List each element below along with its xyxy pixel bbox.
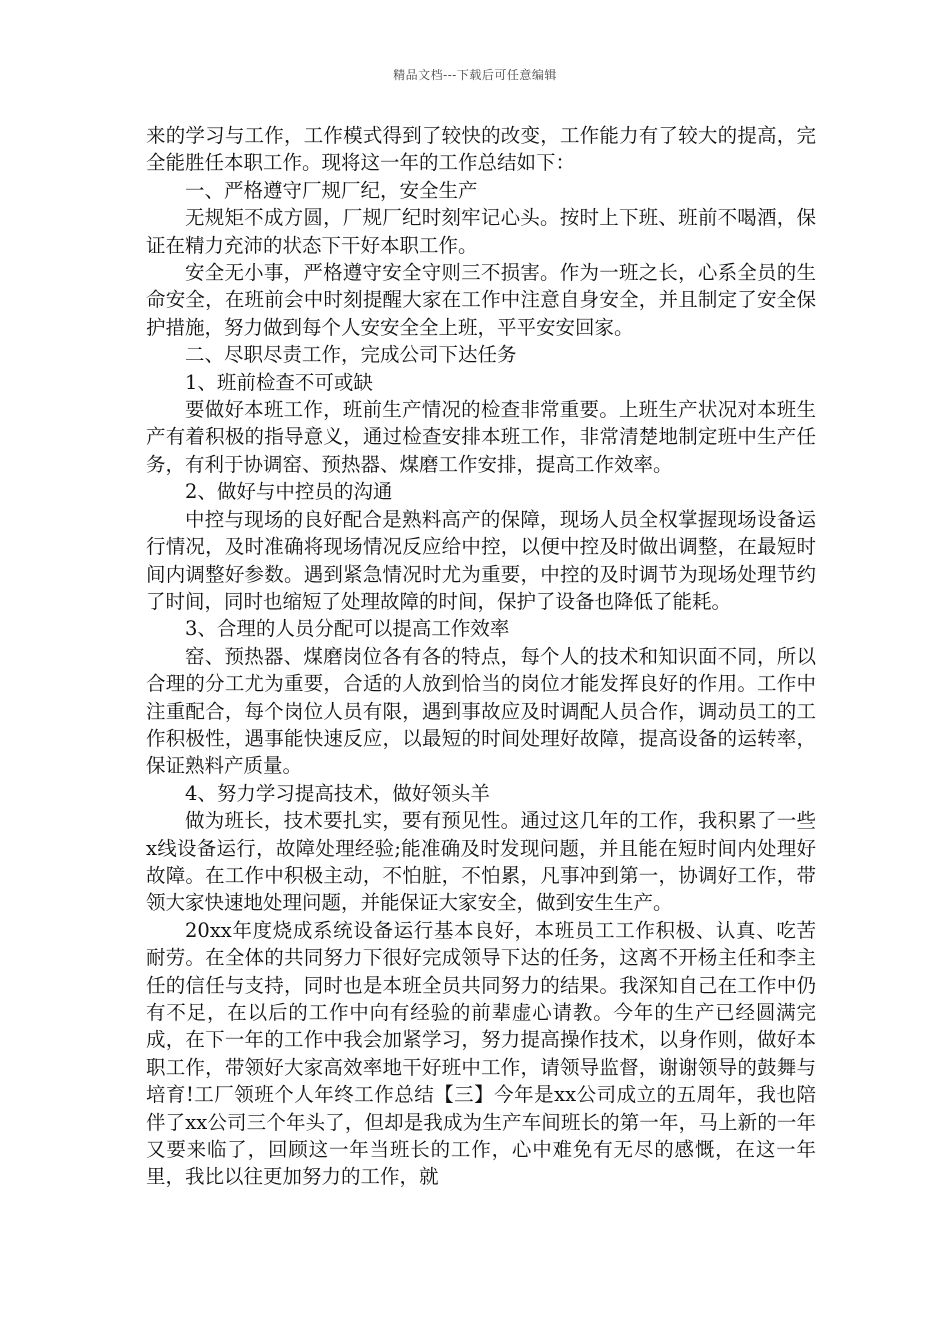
page-header: 精品文档---下载后可任意编辑 — [393, 68, 557, 82]
paragraph: 20xx年度烧成系统设备运行基本良好，本班员工工作积极、认真、吃苦耐劳。在全体的共同努力下很好完成领导下达的任务，这离不开杨主任和李主任的信任与支持，同时也是本班全员共同努力的结果。我深知自己在工作中仍有不足，在以后的工作中向有经验的前辈虚心请教。今年的生产已经圆满完成，在下一年的工作中我会加紧学习，努力提高操作技术，以身作则，做好本职工作，带领好大家高效率地干好班中工作，请领导监督，谢谢领导的鼓舞与培育!工厂领班个人年终工作总结【三】今年是xx公司成立的五周年，我也陪伴了xx公司三个年头了，但却是我成为生产车间班长的第一年，马上新的一年又要来临了，回顾这一年当班长的工作，心中难免有无尽的感慨，在这一年里，我比以往更加努力的工作，就 — [146, 918, 816, 1189]
section-heading: 一、严格遵守厂规厂纪，安全生产 — [185, 178, 478, 202]
paragraph: 窑、预热器、煤磨岗位各有各的特点，每个人的技术和知识面不同，所以合理的分工尤为重要，合适的人放到恰当的岗位才能发挥良好的作用。工作中注重配合，每个岗位人员有限，遇到事故应及时调配人员合作，调动员工的工作积极性，遇事能快速反应，以最短的时间处理好故障，提高设备的运转率，保证熟料产质量。 — [146, 644, 816, 778]
paragraph: 安全无小事，严格遵守安全守则三不损害。作为一班之长，心系全员的生命安全，在班前会中时刻提醒大家在工作中注意自身安全，并且制定了安全保护措施，努力做到每个人安安全全上班，平平安安回家。 — [146, 261, 816, 339]
paragraph: 无规矩不成方圆，厂规厂纪时刻牢记心头。按时上下班、班前不喝酒，保证在精力充沛的状态下干好本职工作。 — [146, 206, 816, 257]
subsection-heading: 4、努力学习提高技术，做好领头羊 — [185, 781, 490, 805]
subsection-heading: 2、做好与中控员的沟通 — [185, 480, 393, 504]
subsection-heading: 1、班前检查不可或缺 — [185, 370, 373, 394]
paragraph: 要做好本班工作，班前生产情况的检查非常重要。上班生产状况对本班生产有着积极的指导意义，通过检查安排本班工作，非常清楚地制定班中生产任务，有利于协调窑、预热器、煤磨工作安排，提高工作效率。 — [146, 398, 816, 476]
subsection-heading: 3、合理的人员分配可以提高工作效率 — [185, 617, 510, 641]
paragraph: 中控与现场的良好配合是熟料高产的保障，现场人员全权掌握现场设备运行情况，及时准确将现场情况反应给中控，以便中控及时做出调整，在最短时间内调整好参数。遇到紧急情况时尤为重要，中控的及时调节为现场处理节约了时间，同时也缩短了处理故障的时间，保护了设备也降低了能耗。 — [146, 507, 816, 613]
paragraph: 做为班长，技术要扎实，要有预见性。通过这几年的工作，我积累了一些x线设备运行，故障处理经验;能准确及时发现问题，并且能在短时间内处理好故障。在工作中积极主动，不怕脏，不怕累，凡事冲到第一，协调好工作，带领大家快速地处理问题，并能保证大家安全，做到安生生产。 — [146, 809, 816, 915]
document-body — [146, 122, 816, 1191]
paragraph: 来的学习与工作，工作模式得到了较快的改变，工作能力有了较大的提高，完全能胜任本职工作。现将这一年的工作总结如下： — [146, 124, 816, 175]
section-heading: 二、尽职尽责工作，完成公司下达任务 — [185, 343, 517, 367]
